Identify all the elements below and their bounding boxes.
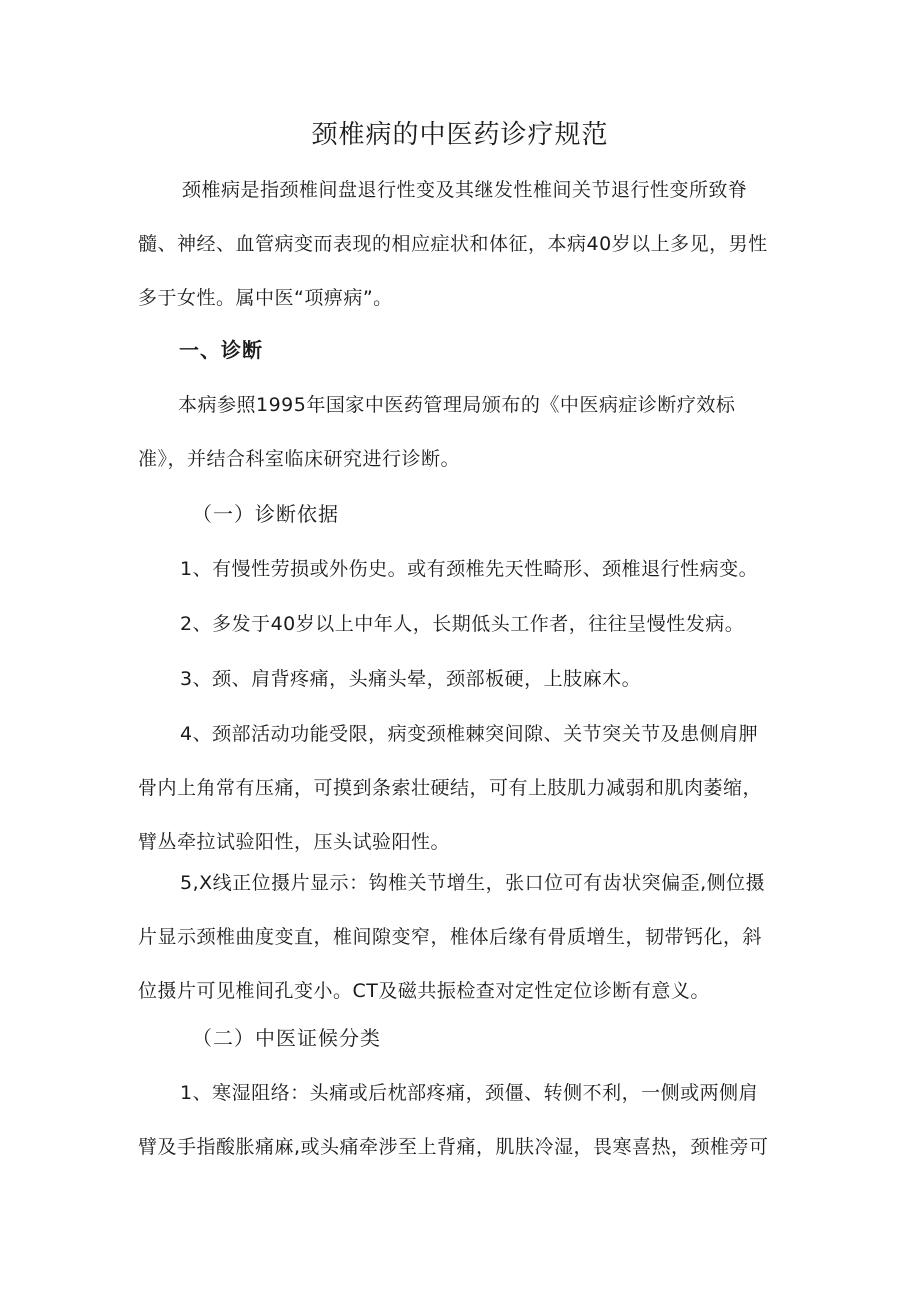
syndrome-item-1 <box>138 1066 769 1174</box>
criteria-line: 臂丛牵拉试验阳性，压头试验阳性。 <box>138 831 451 853</box>
criteria-line: 骨内上角常有压痛，可摸到条索壮硬结，可有上肢肌力减弱和肌肉萎缩， <box>138 777 763 799</box>
subsection-heading-syndromes: （二）中医证候分类 <box>192 1026 381 1050</box>
subsection-heading-criteria: （一）诊断依据 <box>192 502 339 526</box>
syndrome-line: 1、寒湿阻络：头痛或后枕部疼痛，颈僵、转侧不利，一侧或两侧肩 <box>180 1082 759 1104</box>
criteria-item-3 <box>180 652 641 706</box>
intro-line: 颈椎病是指颈椎间盘退行性变及其继发性椎间关节退行性变所致脊 <box>182 179 748 201</box>
diagnosis-paragraph <box>138 378 735 486</box>
intro-line: 髓、神经、血管病变而表现的相应症状和体征，本病40岁以上多见，男性 <box>138 233 768 255</box>
criteria-item-2 <box>180 597 744 651</box>
criteria-line: 1、有慢性劳损或外伤史。或有颈椎先天性畸形、颈椎退行性病变。 <box>180 558 759 580</box>
section-heading-diagnosis: 一、诊断 <box>179 338 263 362</box>
intro-paragraph <box>138 163 768 325</box>
criteria-line: 位摄片可见椎间孔变小。CT及磁共振检查对定性定位诊断有意义。 <box>138 980 710 1002</box>
criteria-line: 5,X线正位摄片显示：钩椎关节增生，张口位可有齿状突偏歪,侧位摄 <box>180 872 766 894</box>
criteria-item-1 <box>180 542 758 596</box>
syndrome-line: 臂及手指酸胀痛麻,或头痛牵涉至上背痛，肌肤冷湿，畏寒喜热，颈椎旁可 <box>138 1136 769 1158</box>
criteria-item-5 <box>138 856 765 1018</box>
criteria-line: 4、颈部活动功能受限，病变颈椎棘突间隙、关节突关节及患侧肩胛 <box>180 723 759 745</box>
criteria-item-4 <box>138 707 762 869</box>
diagnosis-line: 准》，并结合科室临床研究进行诊断。 <box>138 448 461 470</box>
diagnosis-line: 本病参照1995年国家中医药管理局颁布的《中医病症诊断疗效标 <box>178 394 736 416</box>
document-title: 颈椎病的中医药诊疗规范 <box>311 120 609 150</box>
intro-line: 多于女性。属中医“项痹病”。 <box>138 287 393 309</box>
criteria-line: 片显示颈椎曲度变直，椎间隙变窄，椎体后缘有骨质增生，韧带钙化，斜 <box>138 926 763 948</box>
criteria-line: 3、颈、肩背疼痛，头痛头晕，颈部板硬，上肢麻木。 <box>180 668 642 690</box>
criteria-line: 2、多发于40岁以上中年人，长期低头工作者，往往呈慢性发病。 <box>180 613 745 635</box>
